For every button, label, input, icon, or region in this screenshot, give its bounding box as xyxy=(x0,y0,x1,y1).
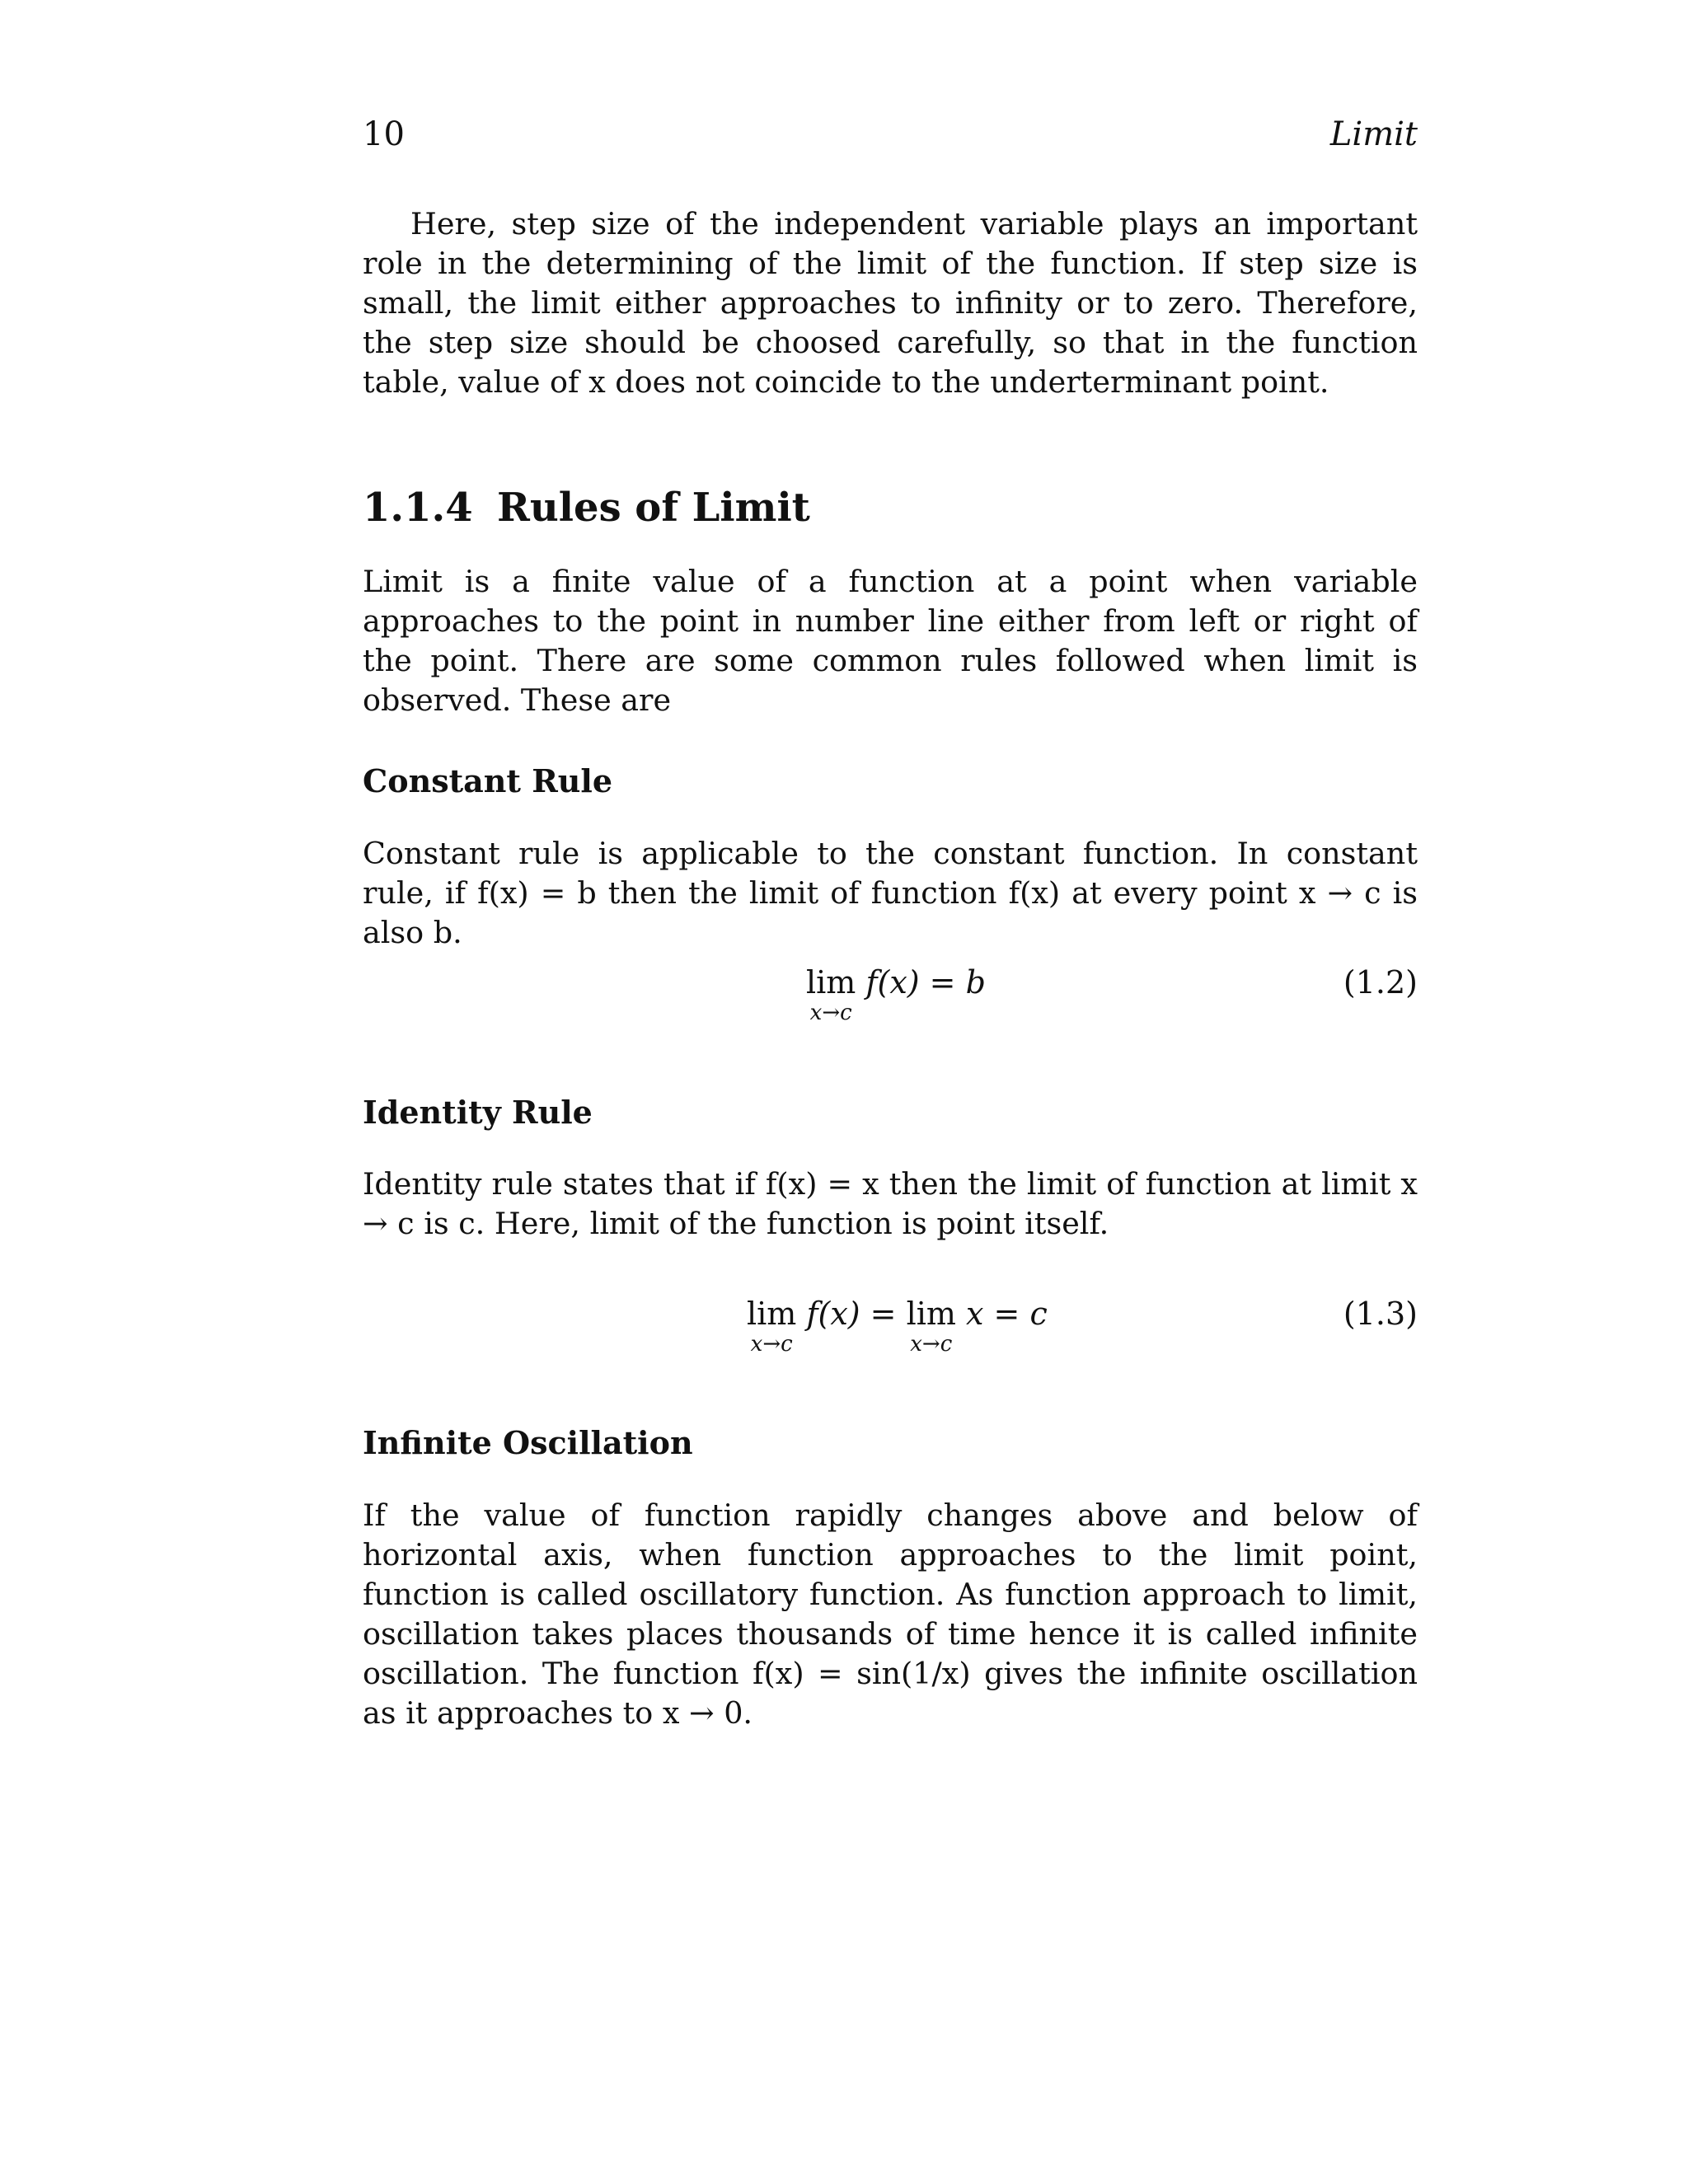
equation-1-2 xyxy=(363,964,1418,1038)
limit-operator: lim x→c xyxy=(747,1296,797,1357)
identity-rule-heading: Identity Rule xyxy=(363,1094,593,1131)
infinite-oscillation-paragraph: If the value of function rapidly changes above and below of horizontal axis, when function approaches to the limit point, function is called oscillatory function. As function approach to limit, oscillation takes places thousands of time hence it is called infinite oscillation. The function f(x) = sin(1/x) gives the infinite oscillation as it approaches to x → 0. xyxy=(363,1497,1418,1731)
limit-subscript: x→c xyxy=(809,1001,852,1025)
running-title: Limit xyxy=(1329,115,1418,153)
limit-operator: lim x→c xyxy=(906,1296,956,1357)
equation-1-2-body xyxy=(806,964,986,1025)
section-number: 1.1.4 xyxy=(363,485,473,531)
identity-rule-paragraph: Identity rule states that if f(x) = x then the limit of function at limit x → c is c. Here, limit of the function is point itself. xyxy=(363,1166,1418,1241)
section-intro-paragraph: Limit is a finite value of a function at a point when variable approaches to the point in number line either from left or right of the point. There are some common rules followed when limit is observed. These are xyxy=(363,564,1418,718)
limit-operator: lim x→c xyxy=(806,964,856,1025)
equation-number: (1.2) xyxy=(1343,964,1418,1001)
equation-middle: f(x) = xyxy=(806,1296,897,1332)
equation-rhs: x = c xyxy=(966,1296,1048,1332)
equation-1-3 xyxy=(363,1296,1418,1370)
limit-subscript: x→c xyxy=(910,1332,953,1357)
intro-paragraph: Here, step size of the independent variable plays an important role in the determining of the limit of the function. If step size is small, the limit either approaches to infinity or to zero. Therefore, the step size should be choosed carefully, so that in the function table, value of x does not coincide to the underterminant point. xyxy=(363,206,1418,400)
equation-rhs: f(x) = b xyxy=(865,964,986,1001)
constant-rule-paragraph: Constant rule is applicable to the constant function. In constant rule, if f(x) = b then the limit of function f(x) at every point x → c is also b. xyxy=(363,836,1418,950)
infinite-oscillation-heading: Infinite Oscillation xyxy=(363,1424,693,1461)
page-number: 10 xyxy=(363,115,405,153)
equation-number: (1.3) xyxy=(1343,1296,1418,1332)
section-title: Rules of Limit xyxy=(497,485,810,531)
equation-1-3-body xyxy=(747,1296,1048,1357)
section-heading xyxy=(363,485,810,531)
constant-rule-heading: Constant Rule xyxy=(363,762,613,799)
limit-subscript: x→c xyxy=(750,1332,793,1357)
page-header xyxy=(363,115,1418,157)
